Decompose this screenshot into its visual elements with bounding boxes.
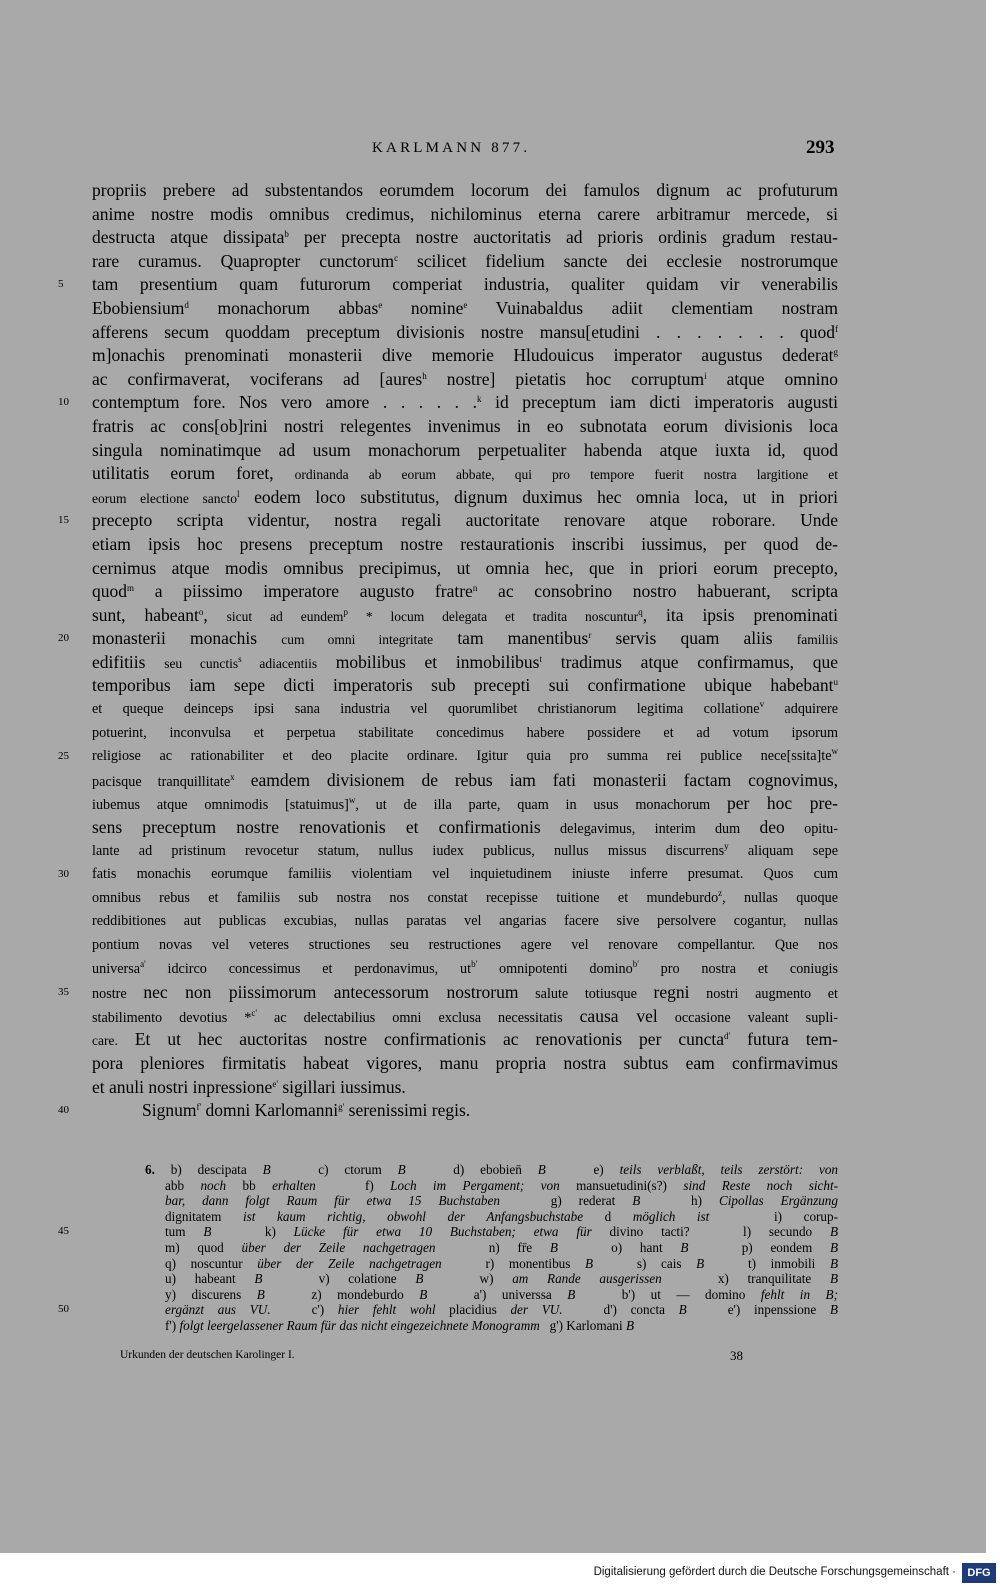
text-line: cernimus atque modis omnibus precipimus, ut omnia hec, que in priori eorum precepto, — [92, 557, 838, 578]
text-line: reddibitiones aut publicas excubias, nullas paratas vel angarias facere sive persolvere cogantur, nullas — [92, 913, 838, 930]
text-line: sunt, habeant$^o$, sicut ad eundem$^p$ * locum delegata et tradita noscuntur$^q$, ita ipsis prenominati — [92, 604, 839, 625]
text-line: propriis prebere ad substentandos eorumdem locorum dei famulos dignum ac profuturum — [92, 180, 838, 200]
text-line: pacisque tranquillitate$^x$ eamdem divisionem de rebus iam fati monasterii factam cognovimus, — [92, 769, 838, 790]
text-line: ac confirmaverat, vociferans ad [aures$^h$ nostre] pietatis hoc corruptum$^i$ atque omnino — [92, 368, 838, 389]
page-header — [0, 137, 986, 164]
text-line: etiam ipsis hoc presens preceptum nostre restaurationis inscribi iussimus, per quod de- — [92, 533, 838, 554]
text-line: singula nominatimque ad usum monachorum perpetualiter habenda atque iuxta id, quod — [92, 439, 838, 460]
running-title: KARLMANN 877. — [372, 140, 531, 156]
text-line: pontium novas vel veteres structiones seu restructiones agere vel renovare compellantur. Que nos — [92, 937, 838, 953]
text-line: potuerint, inconvulsa et perpetua stabilitate concedimus habere possidere et ad votum ipsorum — [92, 724, 838, 741]
text-line: tam presentium quam futurorum comperiat industria, qualiter quidam vir venerabilis 5 — [0, 273, 838, 297]
text-line: quod$^m$ a piissimo imperatore augusto fratre$^n$ ac consobrino nostro habuerant, scripta — [92, 581, 838, 602]
text-line: destructa atque dissipata$^b$ per precepta nostre auctoritatis ad prioris ordinis gradum restau- — [92, 227, 838, 248]
text-line: eorum electione sancto$^l$ eodem loco substitutus, dignum duximus hec omnia loca, ut in priori — [92, 486, 838, 507]
digitization-credit: Digitalisierung gefördert durch die Deutsche Forschungsgemeinschaft · — [593, 1566, 956, 1578]
text-line: contemptum fore. Nos vero amore . . . . . .$^k$ id preceptum iam dicti imperatoris augusti 10 — [0, 391, 838, 415]
signature-mark: 38 — [730, 1348, 743, 1363]
note-line: abb noch bb erhalten f) Loch im Pergament; von mansuetudini(s?) sind Reste noch sicht- — [165, 1177, 839, 1193]
text-line: edifitiis seu cunctis$^s$ adiacentiis mobilibus et inmobilibus$^t$ tradimus atque confirmamus, que — [92, 651, 838, 672]
text-line: monasterii monachis cum omni integritate tam manentibus$^r$ servis quam aliis familiis 20 — [0, 627, 838, 651]
line-number: 25 — [58, 750, 69, 763]
note-line: tum B k) Lücke für etwa 10 Buchstaben; etwa für divino tacti? l) secundo B 45 — [58, 1224, 839, 1240]
text-line: pora pleniores firmitatis habeat vigores, manu propria nostra subtus eam confirmavimus — [92, 1052, 838, 1073]
text-line: lante ad pristinum revocetur statum, nullus iudex publicus, nullus missus discurrens$^y$ aliquam sepe — [92, 840, 838, 859]
line-number: 30 — [58, 868, 69, 881]
note-line: y) discurens B z) mondeburdo B a') universsa B b') ut — domino fehlt in B; — [165, 1286, 838, 1302]
line-number: 35 — [58, 986, 69, 999]
note-line: q) noscuntur über der Zeile nachgetragen r) monentibus B s) cais B t) inmobili B — [165, 1255, 839, 1271]
line-number: 40 — [58, 1104, 69, 1117]
note-line: 6. b) descipata B c) ctorum B d) ebobien̄ B e) teils verblaßt, teils zerstört: von — [145, 1162, 839, 1177]
line-number: 15 — [58, 514, 69, 527]
text-line: anime nostre modis omnibus credimus, nichilominus eterna carere arbitramur mercede, si — [92, 203, 838, 224]
text-line: nostre nec non piissimorum antecessorum nostrorum salute totiusque regni nostri augmento et 35 — [0, 981, 838, 1005]
line-number: 10 — [58, 396, 69, 409]
text-line: Ebobiensium$^d$ monachorum abbas$^e$ nomine$^e$ Vuinabaldus adiit clementiam nostram — [92, 297, 839, 318]
text-line: omnibus rebus et familiis sub nostra nos constat recepisse tuitione et mundeburdo$^z$, nullas quoque — [92, 887, 838, 906]
text-line: et queque deinceps ipsi sana industria vel quorumlibet christianorum legitima collatione$^v$ adquirere — [92, 699, 838, 718]
text-line: sens preceptum nostre renovationis et confirmationis delegavimus, interim dum deo opitu- — [92, 817, 838, 838]
text-line: Signum$^{f'}$ domni Karlomanni$^{g'}$ serenissimi regis. 40 — [0, 1099, 838, 1123]
line-number: 45 — [58, 1225, 69, 1238]
critical-apparatus — [0, 1162, 986, 1334]
line-number: 50 — [58, 1303, 69, 1316]
text-line: et anuli nostri inpressione$^{e'}$ sigillari iussimus. — [92, 1076, 406, 1097]
text-line: utilitatis eorum foret, ordinanda ab eorum abbate, qui pro tempore fuerit nostra largitione et — [92, 463, 838, 484]
text-line: fatis monachis eorumque familiis violentiam vel inquietudinem iniuste inferre presumat. Quos cum 30 — [0, 863, 838, 887]
text-line: fratris ac cons[ob]rini nostri relegentes invenimus in eo subnotata eorum divisionis loca — [92, 415, 838, 436]
note-line: ergänzt aus VU. c') hier fehlt wohl placidius der VU. d') concta B e') inpenssione B 50 — [58, 1302, 838, 1318]
text-line: afferens secum quoddam preceptum divisionis nostre mansu[etudini . . . . . . . quod$^f$ — [92, 321, 838, 342]
note-line: bar, dann folgt Raum für etwa 15 Buchstaben g) rederat B h) Cipollas Ergänzung — [165, 1193, 838, 1209]
text-line: temporibus iam sepe dicti imperatoris sub precepti sui confirmatione ubique habebant$^u$ — [92, 675, 838, 696]
line-number: 20 — [58, 632, 69, 645]
line-number: 5 — [58, 278, 64, 291]
page-number: 293 — [806, 137, 835, 158]
note-line: dignitatem ist kaum richtig, obwohl der Anfangsbuchstabe d möglich ist i) corup- — [165, 1208, 839, 1224]
note-line: m) quod über der Zeile nachgetragen n) fr̄e B o) hant B p) eondem B — [165, 1239, 839, 1255]
text-line: stabilimento devotius *$^{c'}$ ac delectabilius omni exclusa necessitatis causa vel occasione valeant supli- — [92, 1005, 838, 1026]
series-title: Urkunden der deutschen Karolinger I. — [120, 1349, 295, 1361]
text-line: precepto scripta videntur, nostra regali auctoritate renovare atque roborare. Unde 15 — [0, 509, 838, 533]
note-line: u) habeant B v) colatione B w) am Rande ausgerissen x) tranquilitate B — [165, 1271, 838, 1287]
text-line: m]onachis prenominati monasterii dive memorie Hludouicus imperator augustus dederat$^g$ — [92, 345, 838, 366]
text-line: rare curamus. Quapropter cunctorum$^c$ scilicet fidelium sancte dei ecclesie nostrorumque — [92, 250, 838, 271]
charter-text — [0, 179, 986, 1123]
text-line: religiose ac rationabiliter et deo placite ordinare. Igitur quia pro summa rei publice $nece[ssita]te^w$ 25 — [0, 745, 838, 769]
text-line: universa$^{a'}$ idcirco concessimus et perdonavimus, $ut^{b'}$ omnipotenti domino$^{b'}$ pro nostra et coniugis — [92, 958, 838, 977]
text-line: care. Et ut hec auctoritas nostre confirmationis ac renovationis per cuncta$^{d'}$ futura tem- — [92, 1029, 838, 1050]
note-line: f') folgt leergelassener Raum für das nicht eingezeichnete Monogramm g') Karlomani B — [165, 1317, 635, 1333]
dfg-logo: DFG — [962, 1563, 996, 1583]
text-line: iubemus atque omnimodis [statuimus]$^w$, ut de illa parte, quam in usus monachorum per hoc pre- — [92, 793, 838, 814]
